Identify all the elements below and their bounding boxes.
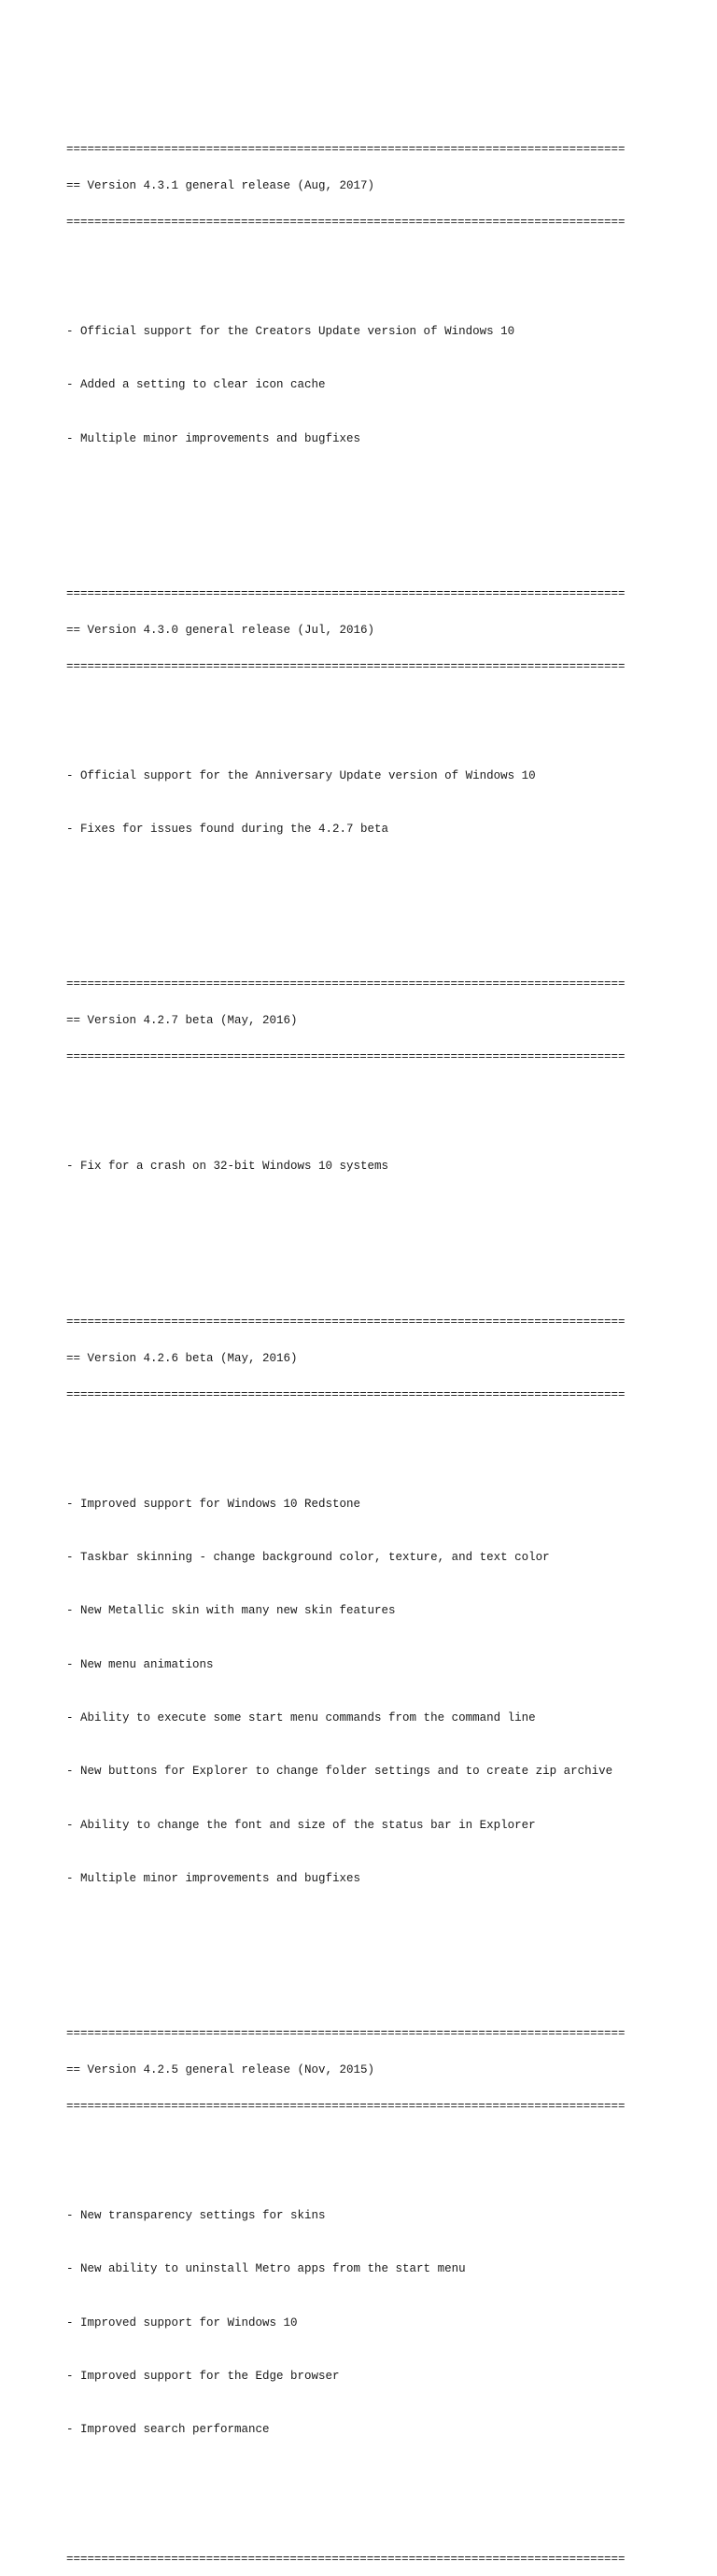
- list-item: - Improved support for Windows 10 Redstone: [66, 1497, 361, 1511]
- list-item: - Improved support for Windows 10: [66, 2316, 298, 2330]
- release-notes-list: [66, 1133, 701, 1213]
- separator-line: ================================================================================: [66, 1315, 626, 1329]
- list-item: - Official support for the Creators Update version of Windows 10: [66, 325, 515, 338]
- separator-line: ================================================================================: [66, 143, 626, 156]
- release-section: [66, 954, 701, 1239]
- separator-line: ================================================================================: [66, 1387, 626, 1401]
- release-heading: == Version 4.3.0 general release (Jul, 2016): [66, 623, 375, 637]
- list-item: - New ability to uninstall Metro apps from the start menu: [66, 2262, 466, 2276]
- changelog-document: [66, 67, 701, 2576]
- release-section: [66, 1292, 701, 1951]
- list-item: - Ability to change the font and size of the status bar in Explorer: [66, 1818, 536, 1832]
- release-section: [66, 2004, 701, 2502]
- release-section: [66, 120, 701, 512]
- separator-line: ================================================================================: [66, 216, 626, 229]
- list-item: - Multiple minor improvements and bugfixes: [66, 431, 361, 445]
- release-notes-list: [66, 743, 701, 877]
- release-heading: == Version 4.3.1 general release (Aug, 2017): [66, 179, 375, 192]
- list-item: - New transparency settings for skins: [66, 2209, 326, 2223]
- list-item: - Multiple minor improvements and bugfixes: [66, 1871, 361, 1885]
- list-item: - Improved search performance: [66, 2423, 270, 2437]
- separator-line: ================================================================================: [66, 1050, 626, 1064]
- list-item: - Ability to execute some start menu commands from the command line: [66, 1710, 536, 1724]
- release-notes-list: [66, 1471, 701, 1925]
- list-item: - New buttons for Explorer to change folder settings and to create zip archive: [66, 1765, 613, 1779]
- list-item: - Fix for a crash on 32-bit Windows 10 systems: [66, 1160, 389, 1174]
- separator-line: ================================================================================: [66, 978, 626, 992]
- separator-line: ================================================================================: [66, 2552, 626, 2566]
- separator-line: ================================================================================: [66, 2027, 626, 2041]
- list-item: - New menu animations: [66, 1657, 214, 1671]
- release-notes-list: [66, 2183, 701, 2476]
- release-heading: == Version 4.2.7 beta (May, 2016): [66, 1014, 298, 1028]
- separator-line: ================================================================================: [66, 659, 626, 673]
- release-notes-list: [66, 299, 701, 486]
- list-item: - Improved support for the Edge browser: [66, 2370, 340, 2384]
- list-item: - Fixes for issues found during the 4.2.7 beta: [66, 823, 389, 837]
- release-heading: == Version 4.2.5 general release (Nov, 2015): [66, 2063, 375, 2077]
- release-heading: == Version 4.2.6 beta (May, 2016): [66, 1351, 298, 1365]
- list-item: - Taskbar skinning - change background color, texture, and text color: [66, 1551, 550, 1565]
- separator-line: ================================================================================: [66, 2100, 626, 2114]
- list-item: - New Metallic skin with many new skin features: [66, 1604, 396, 1618]
- list-item: - Official support for the Anniversary Update version of Windows 10: [66, 768, 536, 782]
- list-item: - Added a setting to clear icon cache: [66, 378, 326, 392]
- separator-line: ================================================================================: [66, 586, 626, 600]
- release-section: [66, 564, 701, 903]
